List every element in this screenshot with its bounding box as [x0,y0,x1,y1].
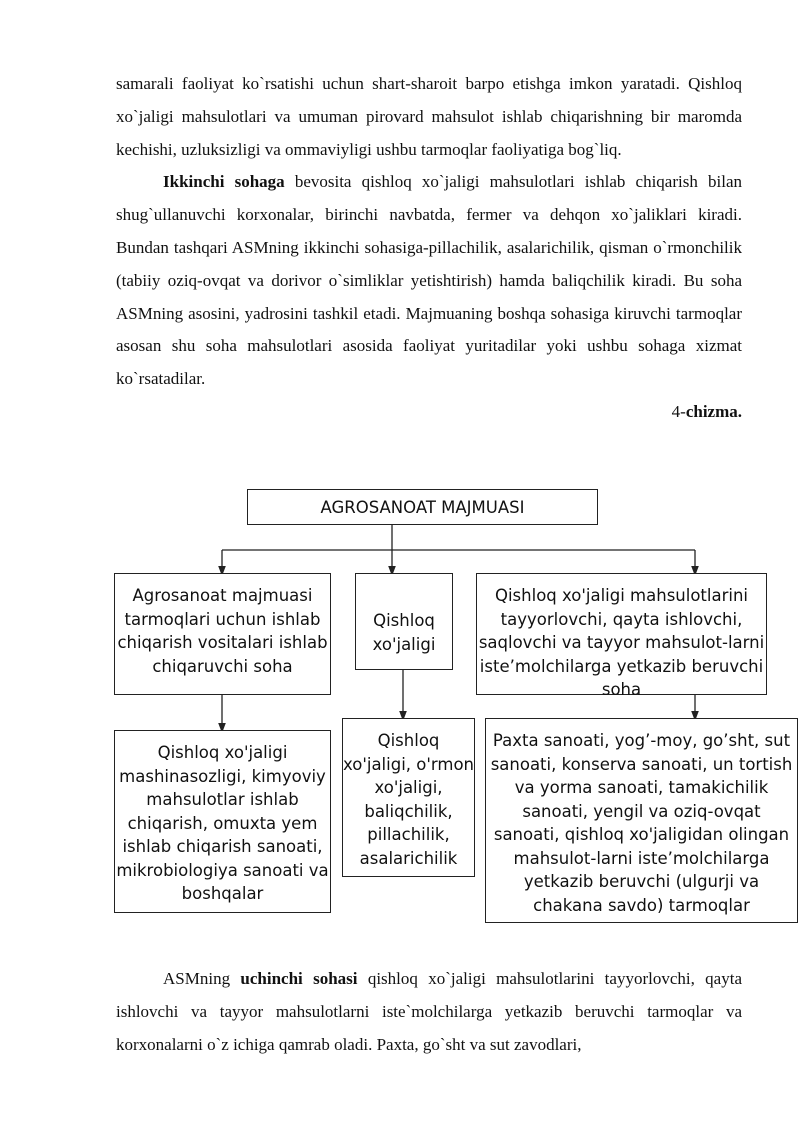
right-mid-label: Qishloq xo'jaligi mahsulotlarini tayyorlovchi, qayta ishlovchi, saqlovchi va tayyor mahsulot-larni iste’molchilarga yetkazib beruvchi soha [478,586,765,699]
paragraph-1: samarali faoliyat ko`rsatishi uchun shart-sharoit barpo etishga imkon yaratadi. Qishloq xo`jaligi mahsulotlari va umuman pirovard mahsulot ishlab chiqarishning bir maromda kechishi, uzluksizligi va ommaviyligi ushbu tarmoqlar faoliyatiga bog`liq. [116,74,742,159]
left-bottom-label: Qishloq xo'jaligi mashinasozligi, kimyoviy mahsulotlar ishlab chiqarish, omuxta yem ishlab chiqarish sanoati, mikrobiologiya sanoati va boshqalar [116,743,329,903]
paragraph-3 [116,963,742,1061]
figure-caption-word: chizma. [685,401,742,421]
right-bottom-label: Paxta sanoati, yog’-moy, go’sht, sut sanoati, konserva sanoati, un tortish va yorma sanoati, tamakichilik sanoati, yengil va oziq-ovqat sanoati, qishloq xo'jaligidan olingan mahsulot-larni iste’molchilarga yetkazib beruvchi (ulgurji va chakana savdo) tarmoqlar [490,731,793,915]
figure-caption-number: 4- [671,401,686,421]
paragraph-3-bold: uchinchi sohasi [240,969,358,988]
paragraph-2-bold: Ikkinchi sohaga [163,172,285,192]
paragraph-2-text: bevosita qishloq xo`jaligi mahsulotlari ishlab chiqarish bilan shug`ullanuvchi korxonalar, birinchi navbatda, fermer va dehqon xo`jaliklari kiradi. Bundan tashqari ASMning ikkinchi sohasiga-pillachilik, asalarichilik, qisman o`rmonchilik (tabiiy oziq-ovqat va dorivor o`simliklar yetishtirish) hamda baliqchilik kiradi. Bu soha ASMning asosini, yadrosini tashkil etadi. Majmuaning boshqa sohasiga kiruvchi tarmoqlar asosan shu soha mahsulotlari asosida faoliyat yuritadilar yoki ushbu sohaga xizmat ko`rsatadilar. [116,172,742,389]
left-mid-label: Agrosanoat majmuasi tarmoqlari uchun ishlab chiqarish vositalari ishlab chiqaruvchi soha [117,586,328,676]
center-mid-label: Qishloq xo'jaligi [372,611,436,654]
center-bottom-label: Qishloq xo'jaligi, o'rmon xo'jaligi, baliqchilik, pillachilik, asalarichilik [342,731,475,868]
diagram-title: AGROSANOAT MAJMUASI [320,498,525,517]
paragraph-3-text: qishloq xo`jaligi mahsulotlarini tayyorlovchi, qayta ishlovchi va tayyor mahsulotlarni iste`molchilarga yetkazib beruvchi tarmoqlar va korxonalarni o`z ichiga qamrab oladi. Paxta, go`sht va sut zavodlari, [116,969,742,1054]
paragraph-3-prefix: ASMning [163,969,241,988]
body-text-bottom [116,963,742,1061]
